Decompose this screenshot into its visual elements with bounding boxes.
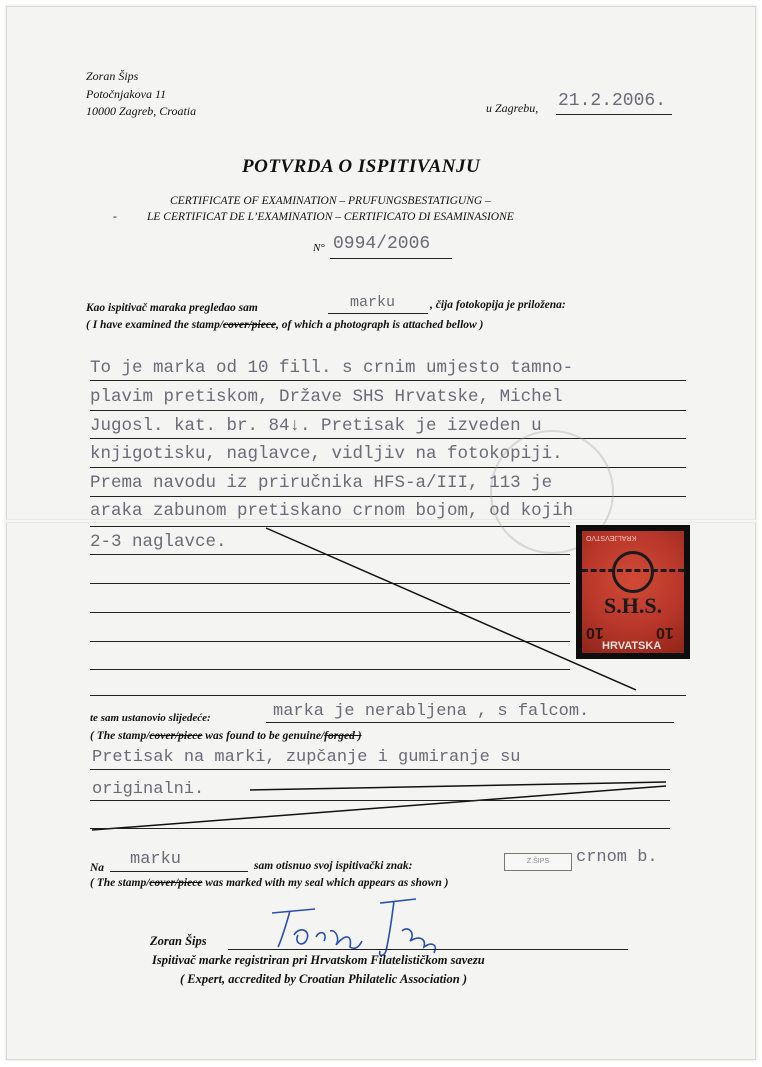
stamp-bottom-text: HRVATSKA — [602, 640, 662, 652]
description-line-1: To je marka od 10 fill. s crnim umjesto tamno- — [90, 358, 574, 378]
certificate-number: 0994/2006 — [333, 234, 431, 254]
seal-impression: Z.ŠIPS — [504, 853, 572, 871]
stamp-value-left: 10 — [586, 624, 604, 641]
stamp-top-text: KRALJEVSTVO — [586, 534, 637, 541]
seal-na-label: Na — [90, 862, 105, 874]
sender-name: Zoran Šips — [86, 69, 139, 83]
date-value: 21.2.2006. — [558, 91, 667, 111]
seal-value: marku — [130, 850, 182, 869]
description-line-6: araka zabunom pretiskano crnom bojom, od kojih — [90, 501, 574, 521]
seal-value-line — [110, 871, 248, 872]
findings-line-1 — [266, 722, 674, 723]
expert-registration: Ispitivač marke registriran pri Hrvatskom Filatelističkom savezu — [152, 953, 485, 967]
page-title: POTVRDA O ISPITIVANJU — [242, 156, 481, 177]
stamp-face — [582, 531, 684, 653]
stamp-overprint-text: S.H.S. — [604, 593, 663, 618]
findings-value: marka je nerabljena , s falcom. — [273, 702, 590, 721]
seal-note: crnom b. — [576, 848, 658, 867]
examined-english: ( I have examined the stamp/cover/piece, of which a photograph is attached bellow ) — [86, 319, 484, 331]
sender-city: 10000 Zagreb, Croatia — [86, 104, 197, 118]
signature-line — [228, 949, 628, 950]
seal-english: ( The stamp/cover/piece was marked with my seal which appears as shown ) — [90, 877, 449, 889]
description-line-5: Prema navodu iz priručnika HFS-a/III, 113 je — [90, 473, 553, 493]
stamp-overprint-emblem — [612, 551, 654, 593]
findings-english: ( The stamp/cover/piece was found to be genuine/forged ) — [90, 730, 362, 742]
stamp-overprint-bar — [582, 569, 684, 572]
subtitle-line-2: LE CERTIFICAT DE L’EXAMINATION – CERTIFICATO DI ESAMINASIONE — [147, 211, 514, 223]
signer-name: Zoran Šips — [150, 934, 207, 948]
examined-value: marku — [350, 294, 396, 311]
subtitle-line-1: CERTIFICATE OF EXAMINATION – PRUFUNGSBESTATIGUNG – — [170, 195, 491, 207]
description-line-2: plavim pretiskom, Države SHS Hrvatske, Michel — [90, 387, 563, 407]
examined-label: Kao ispitivač maraka pregledao sam — [86, 302, 258, 314]
findings-rule-4 — [90, 828, 670, 829]
expert-english: ( Expert, accredited by Croatian Philatelic Association ) — [180, 972, 468, 986]
findings-line-3: originalni. — [92, 780, 205, 799]
findings-rule-3 — [90, 800, 670, 801]
findings-rule-2 — [90, 769, 670, 770]
findings-label: te sam ustanovio slijedeće: — [90, 712, 211, 724]
findings-line-2: Pretisak na marki, zupčanje i gumiranje su — [92, 748, 521, 767]
number-label: N° — [313, 242, 325, 254]
description-line-7: 2-3 naglavce. — [90, 532, 227, 552]
description-line-4: knjigotisku, naglavce, vidljiv na fotokopiji. — [90, 444, 563, 464]
seal-mid-label: sam otisnuo svoj ispitivački znak: — [254, 860, 413, 872]
subtitle-line-2-dash: - — [113, 211, 129, 223]
description-line-3: Jugosl. kat. br. 84↓. Pretisak je izveden u — [90, 416, 542, 436]
stamp-value-right: 10 — [656, 624, 674, 641]
place-label: u Zagrebu, — [486, 101, 539, 115]
stamp-photo — [576, 525, 690, 659]
sender-street: Potočnjakova 11 — [86, 87, 167, 101]
examined-label-after: , čija fotokopija je priložena: — [430, 299, 566, 311]
